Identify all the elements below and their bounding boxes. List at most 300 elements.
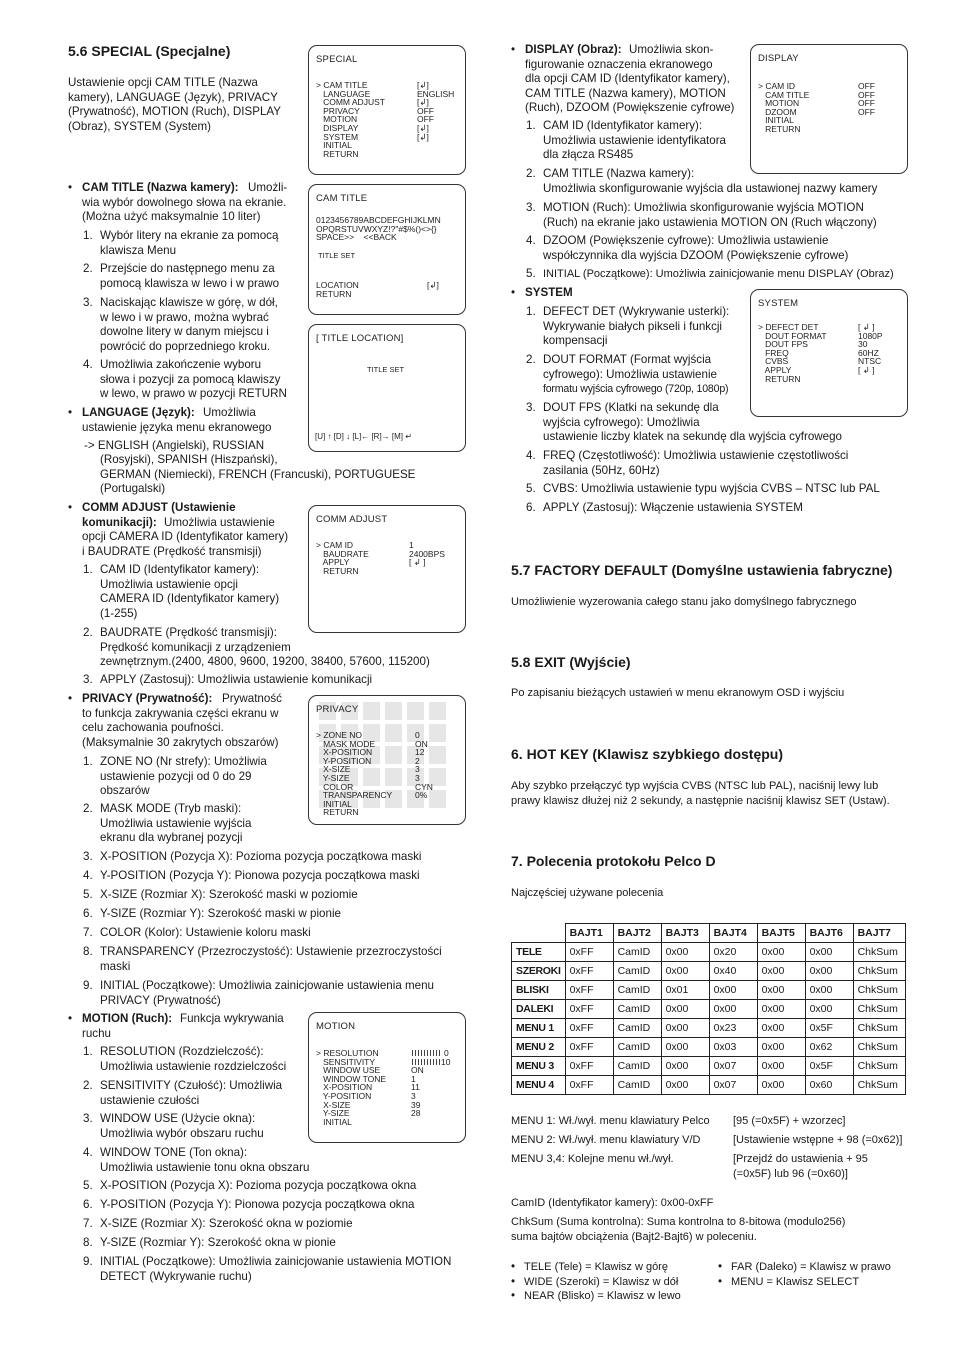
motion-number: 3.	[83, 1112, 93, 1125]
osd-menu-item: INITIAL	[316, 1116, 352, 1127]
comm-adjust-head: komunikacji):	[82, 515, 157, 529]
motion-item: Umożliwia ustawienie tonu okna obszaru	[100, 1160, 310, 1174]
cam-title-item: dowolne litery w danym miejscu i	[100, 325, 269, 338]
table-cell: 0x07	[709, 1076, 757, 1095]
cam-title-text: (Można użyć maksymalnie 10 liter)	[82, 210, 261, 223]
key-mapping: TELE (Tele) = Klawisz w górę	[524, 1261, 668, 1273]
osd-menu-item: X-SIZE	[316, 764, 351, 775]
cam-title-text: Umożli-	[248, 181, 288, 194]
chksum-note: ChkSum (Suma kontrolna): Suma kontrolna to 8-bitowa (modulo256)	[511, 1216, 846, 1228]
cam-title-number: 4.	[83, 358, 93, 371]
table-cell: 0x00	[661, 1019, 709, 1038]
table-cell: 0x00	[757, 962, 805, 981]
motion-head: MOTION (Ruch):	[82, 1012, 173, 1025]
table-cell: CamID	[613, 1038, 661, 1057]
resolution-bar	[412, 1050, 440, 1056]
table-cell: ChkSum	[853, 1038, 905, 1057]
osd-menu-value: 30	[858, 339, 868, 350]
osd-menu-value: 1	[411, 1073, 416, 1084]
privacy-item: ekranu dla wybranej pozycji	[100, 831, 243, 844]
osd-menu-item: X-POSITION	[316, 1082, 373, 1093]
comm-adjust-number: 2.	[83, 626, 93, 639]
osd-title-set: TITLE SET	[318, 251, 356, 260]
osd-title-location-screen	[308, 324, 466, 452]
display-number: 4.	[526, 234, 536, 247]
osd-menu-item: INITIAL	[316, 140, 352, 151]
table-cell: 0x00	[757, 1019, 805, 1038]
display-text: (Ruch), DZOOM (Powiększenie cyfrowe)	[525, 101, 735, 114]
key-mapping: NEAR (Blisko) = Klawisz w lewo	[524, 1290, 681, 1302]
table-row-label: DALEKI	[512, 1000, 566, 1019]
table-cell: 0x62	[805, 1038, 853, 1057]
osd-menu-item: X-SIZE	[316, 1099, 351, 1110]
osd-menu-value: ON	[415, 738, 428, 749]
osd-menu-value: ENGLISH	[417, 88, 455, 99]
comm-adjust-item: (1-255)	[100, 606, 138, 620]
motion-item: Umożliwia ustawienie rozdzielczości	[100, 1059, 287, 1073]
table-cell: 0x00	[757, 1000, 805, 1019]
table-cell: 0x07	[709, 1057, 757, 1076]
table-corner	[512, 924, 566, 943]
osd-title: DISPLAY	[758, 53, 799, 64]
privacy-item: TRANSPARENCY (Przezroczystość): Ustawienie przezroczystości	[100, 945, 442, 958]
bullet-dot: •	[511, 286, 516, 299]
table-cell: ChkSum	[853, 1019, 905, 1038]
privacy-text: to funkcja zakrywania części ekranu w	[82, 706, 279, 720]
system-item: wyjścia cyfrowego): Umożliwia	[543, 415, 700, 429]
osd-menu-value: [ ↲ ]	[858, 365, 875, 375]
osd-title: SYSTEM	[758, 298, 799, 309]
system-item: DOUT FPS (Klatki na sekundę dla	[543, 401, 719, 414]
bullet-dot: •	[68, 1012, 73, 1025]
privacy-number: 5.	[83, 888, 93, 901]
cam-title-item: pomocą klawisza w lewo i w prawo	[100, 276, 280, 290]
osd-menu-item: RETURN	[316, 148, 359, 159]
osd-menu-item: RETURN	[758, 124, 801, 134]
table-cell: 0x00	[661, 962, 709, 981]
section-5-7-title: 5.7 FACTORY DEFAULT (Domyślne ustawienia fabryczne)	[511, 562, 893, 578]
display-item: Umożliwia skonfigurowanie wyjścia dla ustawionej nazwy kamery	[543, 181, 878, 195]
system-item: APPLY (Zastosuj): Włączenie ustawienia SYSTEM	[543, 501, 803, 514]
motion-item: Y-SIZE (Rozmiar Y): Szerokość okna w pionie	[100, 1236, 336, 1249]
privacy-item: ZONE NO (Nr strefy): Umożliwia	[100, 755, 267, 768]
privacy-number: 9.	[83, 979, 93, 992]
table-cell: 0xFF	[565, 981, 613, 1000]
osd-char-row: OPQRSTUVWXYZ!?"#$%()<>{}	[316, 223, 437, 234]
display-item: INITIAL (Początkowe): Umożliwia zainicjowanie menu DISPLAY (Obraz)	[543, 268, 894, 280]
mask-cell	[429, 746, 446, 764]
osd-menu-value: OFF	[417, 114, 434, 125]
pelco-command-table	[511, 923, 906, 1095]
table-header-cell: BAJT7	[853, 924, 905, 943]
osd-menu-value: 2400BPS	[409, 548, 445, 559]
osd-menu-item: > RESOLUTION	[316, 1048, 379, 1058]
cam-title-item: klawisza Menu	[100, 243, 177, 257]
privacy-head: PRIVACY (Prywatność):	[82, 692, 213, 705]
camid-note: CamID (Identyfikator kamery): 0x00-0xFF	[511, 1197, 714, 1209]
osd-menu-item: DOUT FORMAT	[758, 330, 827, 341]
table-row-label: MENU 1	[512, 1019, 566, 1038]
table-cell: 0x00	[757, 981, 805, 1000]
table-row	[512, 943, 906, 962]
osd-menu-item: MASK MODE	[316, 738, 376, 749]
table-row-label: BLISKI	[512, 981, 566, 1000]
osd-title: PRIVACY	[316, 704, 359, 715]
privacy-number: 8.	[83, 945, 93, 958]
motion-item: SENSITIVITY (Czułość): Umożliwia	[100, 1079, 283, 1092]
privacy-item: obszarów	[100, 784, 150, 797]
comm-adjust-number: 3.	[83, 673, 93, 686]
osd-title: [ TITLE LOCATION]	[316, 333, 404, 344]
system-item: formatu wyjścia cyfrowego (720p, 1080p)	[543, 383, 729, 395]
table-cell: CamID	[613, 1019, 661, 1038]
osd-menu-value: [↲]	[427, 280, 439, 290]
table-cell: 0xFF	[565, 962, 613, 981]
privacy-text: celu zachowania poufności.	[82, 721, 224, 734]
osd-char-row: 0123456789ABCDEFGHIJKLMN	[316, 215, 441, 225]
display-item: DZOOM (Powiększenie cyfrowe): Umożliwia ustawienie	[543, 234, 829, 247]
system-item: DEFECT DET (Wykrywanie usterki):	[543, 305, 730, 318]
system-number: 2.	[526, 353, 536, 366]
table-cell: 0x20	[709, 943, 757, 962]
table-row	[512, 981, 906, 1000]
osd-menu-item: APPLY	[758, 365, 792, 375]
osd-menu-item: BAUDRATE	[316, 548, 369, 559]
osd-menu-item: INITIAL	[316, 798, 352, 809]
language-list: (Rosyjski), SPANISH (Hiszpański),	[100, 453, 278, 466]
mask-cell	[363, 702, 380, 720]
comm-adjust-number: 1.	[83, 563, 93, 576]
system-item: ustawienie liczby klatek na sekundę dla wyjścia cyfrowego	[543, 430, 843, 443]
motion-number: 1.	[83, 1045, 93, 1058]
table-cell: 0x00	[805, 1000, 853, 1019]
privacy-text: (Maksymalnie 30 zakrytych obszarów)	[82, 735, 279, 749]
osd-menu-item: APPLY	[316, 557, 350, 568]
osd-menu-item: PRIVACY	[316, 105, 360, 116]
display-item: MOTION (Ruch): Umożliwia skonfigurowanie wyjścia MOTION	[543, 201, 864, 214]
osd-menu-item: Y-SIZE	[316, 773, 350, 783]
menu-note-label: MENU 2: Wł./wył. menu klawiatury V/D	[511, 1134, 701, 1146]
osd-menu-value: 60HZ	[858, 347, 879, 358]
comm-adjust-item: zewnętrznym.(2400, 4800, 9600, 19200, 38400, 57600, 115200)	[100, 655, 430, 668]
table-cell: 0x5F	[805, 1057, 853, 1076]
cam-title-number: 1.	[83, 229, 93, 242]
mask-cell	[429, 702, 446, 720]
system-item: CVBS: Umożliwia ustawienie typu wyjścia CVBS – NTSC lub PAL	[543, 482, 880, 495]
osd-menu-value: 0%	[415, 790, 428, 801]
table-row-label: TELE	[512, 943, 566, 962]
table-cell: 0x5F	[805, 1019, 853, 1038]
key-mapping: WIDE (Szeroki) = Klawisz w dół	[524, 1275, 679, 1288]
privacy-item: X-POSITION (Pozycja X): Pozioma pozycja początkowa maski	[100, 850, 422, 863]
table-header-cell: BAJT4	[709, 924, 757, 943]
osd-menu-value: 0	[415, 730, 420, 740]
system-item: kompensacji	[543, 334, 608, 347]
motion-number: 4.	[83, 1146, 93, 1159]
table-cell: 0x00	[757, 943, 805, 962]
table-row	[512, 1038, 906, 1057]
osd-menu-value: CYN	[415, 781, 433, 792]
osd-menu-value: [↲]	[417, 123, 429, 133]
table-row	[512, 1000, 906, 1019]
system-number: 6.	[526, 501, 536, 514]
bullet-dot: •	[68, 501, 73, 514]
motion-item: WINDOW USE (Użycie okna):	[100, 1112, 256, 1125]
sensitivity-bar	[412, 1059, 440, 1065]
section-5-8-text: Po zapisaniu bieżących ustawień w menu ekranowym OSD i wyjściu	[511, 687, 845, 699]
system-number: 5.	[526, 482, 536, 495]
motion-item: ustawienie czułości	[100, 1093, 200, 1107]
motion-item: Y-POSITION (Pozycja Y): Pionowa pozycja początkowa okna	[100, 1198, 415, 1211]
language-text: Umożliwia	[203, 406, 256, 419]
display-number: 3.	[526, 201, 536, 214]
display-item: współczynnika dla wyjścia DZOOM (Powiększenie cyfrowe)	[543, 248, 849, 262]
mask-cell	[407, 702, 424, 720]
intro-line: (Obraz), SYSTEM (System)	[68, 119, 212, 133]
osd-menu-value: [ ↲ ]	[858, 322, 875, 332]
section-7-title: 7. Polecenia protokołu Pelco D	[511, 853, 716, 869]
osd-menu-value: ON	[411, 1065, 424, 1076]
osd-menu-value: 0	[444, 1048, 449, 1058]
comm-adjust-item: Prędkość komunikacji z urządzeniem	[100, 640, 291, 654]
table-header-cell: BAJT3	[661, 924, 709, 943]
key-mapping: MENU = Klawisz SELECT	[731, 1275, 860, 1288]
menu-note-value: [Ustawienie wstępne + 98 (=0x62)]	[733, 1134, 903, 1146]
cam-title-item: Umożliwia zakończenie wyboru	[100, 358, 262, 371]
table-cell: ChkSum	[853, 962, 905, 981]
system-item: FREQ (Częstotliwość): Umożliwia ustawienie częstotliwości	[543, 449, 849, 462]
table-cell: 0x01	[661, 981, 709, 1000]
privacy-number: 6.	[83, 907, 93, 920]
osd-menu-item: LANGUAGE	[316, 88, 371, 99]
table-cell: CamID	[613, 981, 661, 1000]
language-head: LANGUAGE (Język):	[82, 406, 195, 419]
display-item: CAM TITLE (Nazwa kamery):	[543, 167, 695, 180]
privacy-item: Y-SIZE (Rozmiar Y): Szerokość maski w pionie	[100, 907, 341, 920]
motion-number: 7.	[83, 1217, 93, 1230]
osd-title-set: TITLE SET	[367, 365, 405, 374]
mask-cell	[429, 790, 446, 808]
osd-menu-item: CAM TITLE	[758, 89, 810, 100]
mask-cell	[385, 746, 402, 764]
table-cell: CamID	[613, 1000, 661, 1019]
system-item: cyfrowego): Umożliwia ustawienie	[543, 367, 717, 381]
osd-menu-item: TRANSPARENCY	[316, 790, 393, 801]
cam-title-head: CAM TITLE (Nazwa kamery):	[82, 181, 239, 194]
osd-menu-item: RETURN	[758, 373, 801, 384]
osd-menu-item: FREQ	[758, 347, 789, 358]
menu-note-value: [95 (=0x5F) + wzorzec]	[733, 1115, 846, 1127]
table-cell: CamID	[613, 943, 661, 962]
osd-title: CAM TITLE	[316, 193, 368, 204]
table-cell: 0x60	[805, 1076, 853, 1095]
table-header-cell: BAJT6	[805, 924, 853, 943]
system-number: 4.	[526, 449, 536, 462]
display-text: CAM TITLE (Nazwa kamery), MOTION	[525, 86, 726, 100]
motion-text: ruchu	[82, 1026, 112, 1040]
table-cell: CamID	[613, 1076, 661, 1095]
osd-menu-value: [↲]	[417, 131, 429, 142]
osd-menu-item: Y-POSITION	[316, 755, 372, 766]
osd-menu-item: DOUT FPS	[758, 339, 808, 350]
motion-item: Umożliwia wybór obszaru ruchu	[100, 1126, 264, 1140]
menu-note-label: MENU 3,4: Kolejne menu wł./wył.	[511, 1153, 674, 1165]
osd-menu-item: RETURN	[316, 807, 359, 818]
privacy-item: ustawienie pozycji od 0 do 29	[100, 769, 252, 783]
mask-cell	[385, 768, 402, 786]
table-cell: ChkSum	[853, 943, 905, 962]
osd-menu-item: Y-SIZE	[316, 1108, 350, 1119]
table-cell: 0x00	[709, 1000, 757, 1019]
osd-menu-value: 11	[411, 1082, 420, 1093]
mask-cell	[429, 724, 446, 742]
comm-adjust-item: CAM ID (Identyfikator kamery):	[100, 563, 260, 576]
privacy-item: PRIVACY (Prywatność)	[100, 993, 221, 1007]
privacy-number: 1.	[83, 755, 93, 768]
display-number: 1.	[526, 119, 536, 132]
section-6-title: 6. HOT KEY (Klawisz szybkiego dostępu)	[511, 746, 784, 762]
section-5-8-title: 5.8 EXIT (Wyjście)	[511, 654, 631, 670]
comm-adjust-item: Umożliwia ustawienie opcji	[100, 577, 238, 591]
display-text: figurowanie oznaczenia ekranowego	[525, 57, 713, 71]
osd-menu-value: [↲]	[417, 97, 429, 108]
menu-note-label: MENU 1: Wł./wył. menu klawiatury Pelco	[511, 1115, 710, 1127]
osd-menu-item: MOTION	[758, 98, 800, 109]
cam-title-item: Naciskając klawisze w górę, w dół,	[100, 296, 278, 309]
cam-title-item: powrócić do poprzedniego kroku.	[100, 339, 271, 353]
osd-menu-item: DZOOM	[758, 106, 797, 117]
display-number: 5.	[526, 267, 536, 280]
bullet-dot: •	[68, 406, 73, 419]
table-cell: ChkSum	[853, 981, 905, 1000]
privacy-item: X-SIZE (Rozmiar X): Szerokość maski w poziomie	[100, 888, 358, 901]
osd-motion-screen	[308, 1012, 466, 1143]
table-row-label: SZEROKI	[512, 962, 566, 981]
table-header-cell: BAJT1	[565, 924, 613, 943]
motion-number: 5.	[83, 1179, 93, 1192]
osd-title: MOTION	[316, 1021, 356, 1032]
table-cell: ChkSum	[853, 1000, 905, 1019]
bullet-dot: •	[511, 1289, 516, 1302]
osd-key-hint: [U] ↑ [D] ↓ [L]← [R]→ [M] ↵	[315, 432, 412, 441]
table-cell: 0xFF	[565, 1019, 613, 1038]
osd-menu-item: COMM ADJUST	[316, 97, 385, 108]
comm-adjust-item: BAUDRATE (Prędkość transmisji):	[100, 626, 277, 639]
osd-display-screen	[750, 44, 908, 174]
language-list: -> ENGLISH (Angielski), RUSSIAN	[84, 439, 265, 452]
cam-title-item: w lewo i w prawo, można wybrać	[100, 310, 269, 324]
system-item: zasilania (50Hz, 60Hz)	[543, 463, 660, 477]
system-item: Wykrywanie białych pikseli i funkcji	[543, 319, 723, 333]
display-item: (Ruch) na ekranie jako ustawienia MOTION ON (Ruch włączony)	[543, 215, 877, 229]
system-item: DOUT FORMAT (Format wyjścia	[543, 353, 712, 366]
osd-menu-value: OFF	[858, 106, 875, 117]
comm-adjust-text: i BAUDRATE (Prędkość transmisji)	[82, 544, 262, 558]
motion-item: INITIAL (Początkowe): Umożliwia zainicjowanie ustawienia MOTION	[100, 1255, 452, 1268]
table-cell: 0x00	[661, 1000, 709, 1019]
osd-special-screen	[308, 45, 466, 175]
chksum-note: suma bajtów obciążenia (Bajt2-Bajt6) w poleceniu.	[511, 1230, 757, 1243]
privacy-number: 7.	[83, 926, 93, 939]
key-mapping: FAR (Daleko) = Klawisz w prawo	[731, 1261, 891, 1273]
osd-menu-item: RETURN	[316, 565, 359, 576]
display-text: Umożliwia skon-	[629, 43, 714, 56]
osd-menu-value: NTSC	[858, 356, 882, 367]
comm-adjust-text: Umożliwia ustawienie	[164, 515, 275, 529]
bullet-dot: •	[68, 692, 73, 705]
table-cell: 0xFF	[565, 1038, 613, 1057]
bullet-dot: •	[511, 43, 516, 56]
table-cell: 0x00	[805, 962, 853, 981]
system-head: SYSTEM	[525, 286, 573, 299]
section-5-7-text: Umożliwienie wyzerowania całego stanu jako domyślnego fabrycznego	[511, 596, 857, 608]
osd-menu-item: INITIAL	[758, 115, 794, 126]
privacy-item: INITIAL (Początkowe): Umożliwia zainicjowanie ustawienia menu	[100, 979, 434, 992]
osd-menu-value: OFF	[417, 105, 434, 116]
comm-adjust-item: APPLY (Zastosuj): Umożliwia ustawienie komunikacji	[100, 673, 373, 686]
language-list: (Portugalski)	[100, 482, 166, 495]
privacy-text: Prywatność	[222, 692, 282, 705]
bullet-dot: •	[718, 1274, 723, 1288]
mask-cell	[385, 702, 402, 720]
table-row	[512, 1076, 906, 1095]
motion-number: 8.	[83, 1236, 93, 1249]
osd-menu-value: OFF	[858, 89, 875, 100]
comm-adjust-head: COMM ADJUST (Ustawienie	[82, 501, 236, 514]
osd-menu-item: DISPLAY	[316, 123, 359, 133]
osd-menu-item: WINDOW TONE	[316, 1073, 387, 1084]
cam-title-item: słowa i pozycji za pomocą klawiszy	[100, 372, 281, 386]
osd-menu-item: > CAM TITLE	[316, 80, 368, 90]
motion-item: X-POSITION (Pozycja X): Pozioma pozycja początkowa okna	[100, 1179, 417, 1192]
table-cell: 0x00	[661, 943, 709, 962]
osd-menu-item: Y-POSITION	[316, 1091, 372, 1101]
table-cell: 0xFF	[565, 1057, 613, 1076]
osd-menu-item: SYSTEM	[316, 131, 359, 142]
bullet-dot: •	[511, 1274, 516, 1288]
osd-comm-adjust-screen	[308, 505, 466, 633]
table-row-label: MENU 3	[512, 1057, 566, 1076]
osd-menu-item: WINDOW USE	[316, 1065, 381, 1076]
display-number: 2.	[526, 167, 536, 180]
display-item: Umożliwia ustawienie identyfikatora	[543, 133, 727, 147]
menu-note-value: [Przejdź do ustawienia + 95	[733, 1153, 868, 1165]
language-list: GERMAN (Niemiecki), FRENCH (Francuski), PORTUGUESE	[100, 467, 416, 481]
motion-item: X-SIZE (Rozmiar X): Szerokość okna w poziomie	[100, 1217, 353, 1230]
table-cell: 0x00	[757, 1038, 805, 1057]
osd-menu-item: > CAM ID	[758, 81, 796, 91]
table-cell: 0x00	[661, 1057, 709, 1076]
table-cell: 0xFF	[565, 1000, 613, 1019]
display-head: DISPLAY (Obraz):	[525, 43, 622, 56]
table-cell: 0x00	[805, 981, 853, 1000]
table-cell: 0xFF	[565, 1076, 613, 1095]
osd-menu-value: [↲]	[417, 80, 429, 90]
table-row-label: MENU 2	[512, 1038, 566, 1057]
osd-menu-value: 1	[409, 540, 414, 550]
section-7-intro: Najczęściej używane polecenia	[511, 887, 664, 899]
table-cell: ChkSum	[853, 1057, 905, 1076]
osd-menu-value: 3	[415, 773, 420, 783]
section-5-6-title: 5.6 SPECIAL (Specjalne)	[68, 43, 231, 59]
comm-adjust-item: CAMERA ID (Identyfikator kamery)	[100, 592, 280, 605]
mask-cell	[363, 768, 380, 786]
table-row-label: MENU 4	[512, 1076, 566, 1095]
display-item: CAM ID (Identyfikator kamery):	[543, 119, 703, 132]
osd-menu-item: RETURN	[316, 289, 352, 299]
system-number: 1.	[526, 305, 536, 318]
table-header-cell: BAJT2	[613, 924, 661, 943]
